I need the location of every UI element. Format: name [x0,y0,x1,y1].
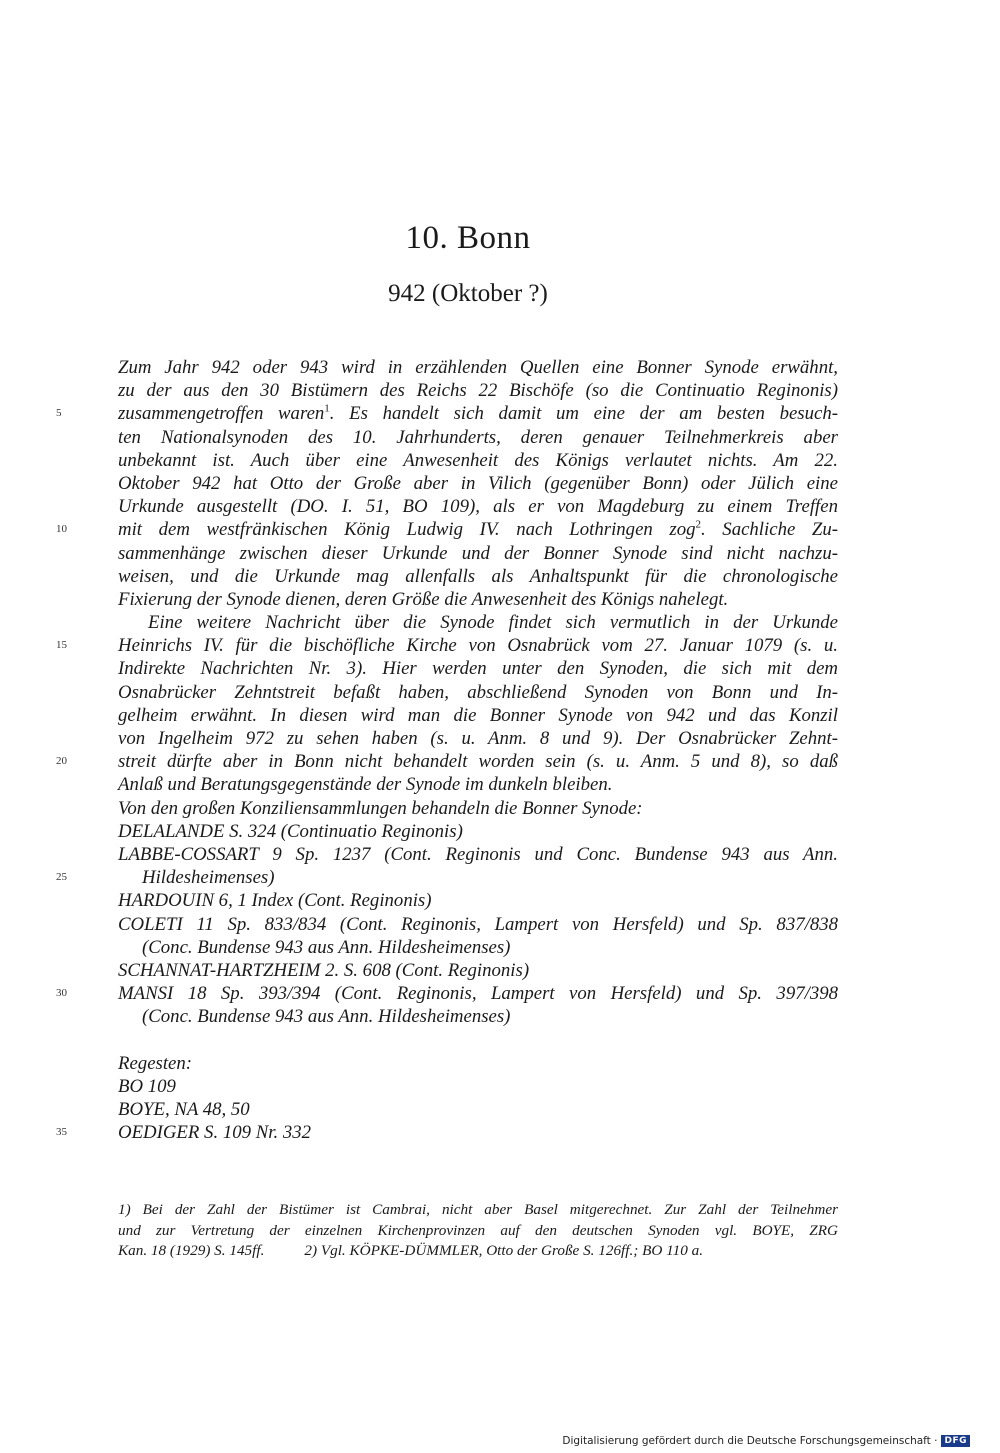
footnotes [118,1200,838,1262]
line-text: unbekannt ist. Auch über eine Anwesenheit des Königs verlautet nichts. Am 22. [118,449,838,471]
line-text: Heinrichs IV. für die bischöfliche Kirche von Osnabrück vom 27. Januar 1079 (s. u. [118,635,838,657]
text-line [118,588,838,611]
text-line [118,356,838,379]
text-line [56,402,838,425]
line-text: sammenhänge zwischen dieser Urkunde und der Bonner Synode sind nicht nachzu- [118,542,838,564]
text-line [56,634,838,657]
line-text: BO 109 [118,1075,176,1097]
page-subtitle: 942 (Oktober ?) [388,280,548,307]
text-line [118,681,838,704]
text-line [118,959,838,982]
text-line [118,727,838,750]
line-number: 35 [56,1126,67,1139]
line-number: 30 [56,987,67,1000]
line-text: Osnabrücker Zehntstreit befaßt haben, abschließend Synoden von Bonn und In- [118,681,838,703]
body-text [56,356,838,1144]
text-line [118,843,838,866]
digitization-credit [562,1435,970,1447]
line-text: . Sachliche Zu- [701,519,838,541]
text-line [118,704,838,727]
line-number: 25 [56,871,67,884]
text-line [118,426,838,449]
text-line [118,542,838,565]
line-text: MANSI 18 Sp. 393/394 (Cont. Reginonis, Lampert von Hersfeld) und Sp. 397/398 [118,983,838,1005]
text-line [118,1005,838,1028]
footnote-marker: 2 [695,519,701,532]
line-text: SCHANNAT-HARTZHEIM 2. S. 608 (Cont. Reginonis) [118,959,530,981]
line-text: Oktober 942 hat Otto der Große aber in Vilich (gegenüber Bonn) oder Jülich eine [118,472,838,494]
text-line [56,750,838,773]
text-line [118,657,838,680]
line-text: Fixierung der Synode dienen, deren Größe die Anwesenheit des Königs nahelegt. [118,588,729,610]
text-line [56,1121,838,1144]
text-line [118,611,838,634]
text-line [118,936,838,959]
line-text: zusammengetroffen waren [118,403,325,425]
line-text: Urkunde ausgestellt (DO. I. 51, BO 109), als er von Magdeburg zu einem Treffen [118,496,838,518]
text-line [118,773,838,796]
line-number: 20 [56,755,67,768]
text-line [118,889,838,912]
line-text: LABBE-COSSART 9 Sp. 1237 (Cont. Reginonis und Conc. Bundense 943 aus Ann. [118,843,838,865]
line-text: zu der aus den 30 Bistümern des Reichs 22 Bischöfe (so die Continuatio Reginonis) [118,380,838,402]
text-line [56,518,838,541]
text-line [118,472,838,495]
line-number: 5 [56,407,62,420]
line-text: weisen, und die Urkunde mag allenfalls als Anhaltspunkt für die chronologische [118,565,838,587]
footnote-line: 1) Bei der Zahl der Bistümer ist Cambrai, nicht aber Basel mitgerechnet. Zur Zahl der Teilnehmer [118,1201,838,1218]
line-text: mit dem westfränkischen König Ludwig IV. nach Lothringen zog [118,519,696,541]
line-text: DELALANDE S. 324 (Continuatio Reginonis) [118,820,463,842]
text-line [118,495,838,518]
line-text: Zum Jahr 942 oder 943 wird in erzählenden Quellen eine Bonner Synode erwähnt, [118,357,838,378]
line-text: Anlaß und Beratungsgegenstände der Synode im dunkeln bleiben. [118,774,613,796]
dfg-logo-icon: DFG [941,1435,970,1447]
credit-text: Digitalisierung gefördert durch die Deutsche Forschungsgemeinschaft · [562,1435,938,1447]
line-text: COLETI 11 Sp. 833/834 (Cont. Reginonis, Lampert von Hersfeld) und Sp. 837/838 [118,913,838,935]
line-text: Eine weitere Nachricht über die Synode findet sich vermutlich in der Urkunde [148,612,838,634]
footnote-text: 2) Vgl. KÖPKE-DÜMMLER, Otto der Große S. 126ff.; BO 110 a. [304,1242,704,1259]
line-text: BOYE, NA 48, 50 [118,1099,250,1120]
text-line [118,820,838,843]
text-line [118,1075,838,1098]
line-text: Indirekte Nachrichten Nr. 3). Hier werden unter den Synoden, die sich mit dem [118,658,838,680]
text-line [118,379,838,402]
text-line [118,1052,838,1075]
line-text: . Es handelt sich damit um eine der am besten besuch- [329,403,838,425]
line-text: Hildesheimenses) [142,867,275,889]
page-title: 10. Bonn [405,220,531,256]
line-number: 10 [56,523,67,536]
blank-line [118,1028,838,1051]
text-line [118,913,838,936]
footnote-line [118,1241,838,1262]
text-line [56,866,838,889]
text-line [118,449,838,472]
line-text: Regesten: [118,1052,193,1074]
line-text: streit dürfte aber in Bonn nicht behandelt worden sein (s. u. Anm. 5 und 8), so daß [118,751,838,773]
line-text: von Ingelheim 972 zu sehen haben (s. u. Anm. 8 und 9). Der Osnabrücker Zehnt- [118,728,838,749]
text-line [118,797,838,820]
line-text: (Conc. Bundense 943 aus Ann. Hildesheimenses) [142,1006,511,1028]
footnote-marker: 1 [324,403,330,416]
text-line [118,1098,838,1121]
text-line [118,565,838,588]
line-text: Von den großen Konziliensammlungen behandeln die Bonner Synode: [118,797,643,819]
footnote-text: Kan. 18 (1929) S. 145ff. [118,1242,265,1259]
line-text: ten Nationalsynoden des 10. Jahrhunderts, deren genauer Teilnehmerkreis aber [118,426,838,448]
line-text: (Conc. Bundense 943 aus Ann. Hildesheimenses) [142,936,511,958]
footnote-line: und zur Vertretung der einzelnen Kirchenprovinzen auf den deutschen Synoden vgl. BOYE, ZRG [118,1221,838,1239]
text-line [56,982,838,1005]
line-number: 15 [56,639,67,652]
line-text: gelheim erwähnt. In diesen wird man die Bonner Synode von 942 und das Konzil [118,704,838,726]
line-text: OEDIGER S. 109 Nr. 332 [118,1122,312,1144]
line-text: HARDOUIN 6, 1 Index (Cont. Reginonis) [118,890,432,912]
